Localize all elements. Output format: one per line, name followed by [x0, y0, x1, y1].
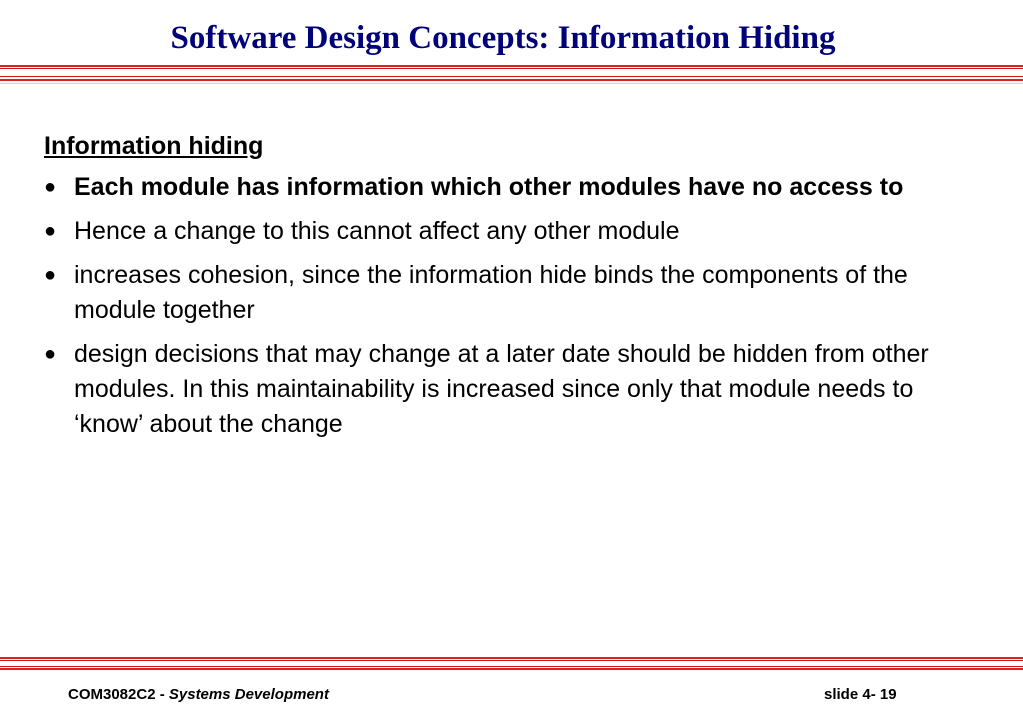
- bullet-item: [44, 170, 984, 205]
- bullet-item: [44, 337, 984, 442]
- bullet-icon: ●: [44, 176, 57, 198]
- slide-content: [44, 130, 984, 451]
- footer-rule-top: [0, 657, 1023, 659]
- bullet-text: Hence a change to this cannot affect any other module: [74, 217, 680, 245]
- bullet-icon: ●: [44, 264, 57, 286]
- footer-course-name: Systems Development: [168, 686, 329, 703]
- bullet-list: [44, 170, 984, 442]
- bullet-text: design decisions that may change at a later date should be hidden from other modules. In this maintainability is increased since only that module needs to ‘know’ about the change: [74, 340, 929, 438]
- header-rule-band: [0, 68, 1023, 77]
- header-rule-bottom: [0, 79, 1023, 81]
- bullet-text: increases cohesion, since the information hide binds the components of the module together: [74, 261, 908, 324]
- bullet-text: Each module has information which other modules have no access to: [74, 173, 904, 201]
- bullet-icon: ●: [44, 343, 57, 365]
- footer-rule-band: [0, 660, 1023, 667]
- header-rule-thin: [0, 83, 1023, 84]
- bullet-item: [44, 214, 984, 249]
- footer-course-code: COM3082C2 -: [68, 686, 169, 703]
- bullet-icon: ●: [44, 220, 57, 242]
- footer-course: [68, 686, 329, 704]
- bullet-item: [44, 258, 984, 328]
- slide-title: Software Design Concepts: Information Hiding: [170, 20, 836, 56]
- footer-slide-number: slide 4- 19: [824, 686, 897, 703]
- section-heading: Information hiding: [44, 132, 264, 160]
- header-rule-top: [0, 65, 1023, 67]
- footer-rule-bottom: [0, 668, 1023, 670]
